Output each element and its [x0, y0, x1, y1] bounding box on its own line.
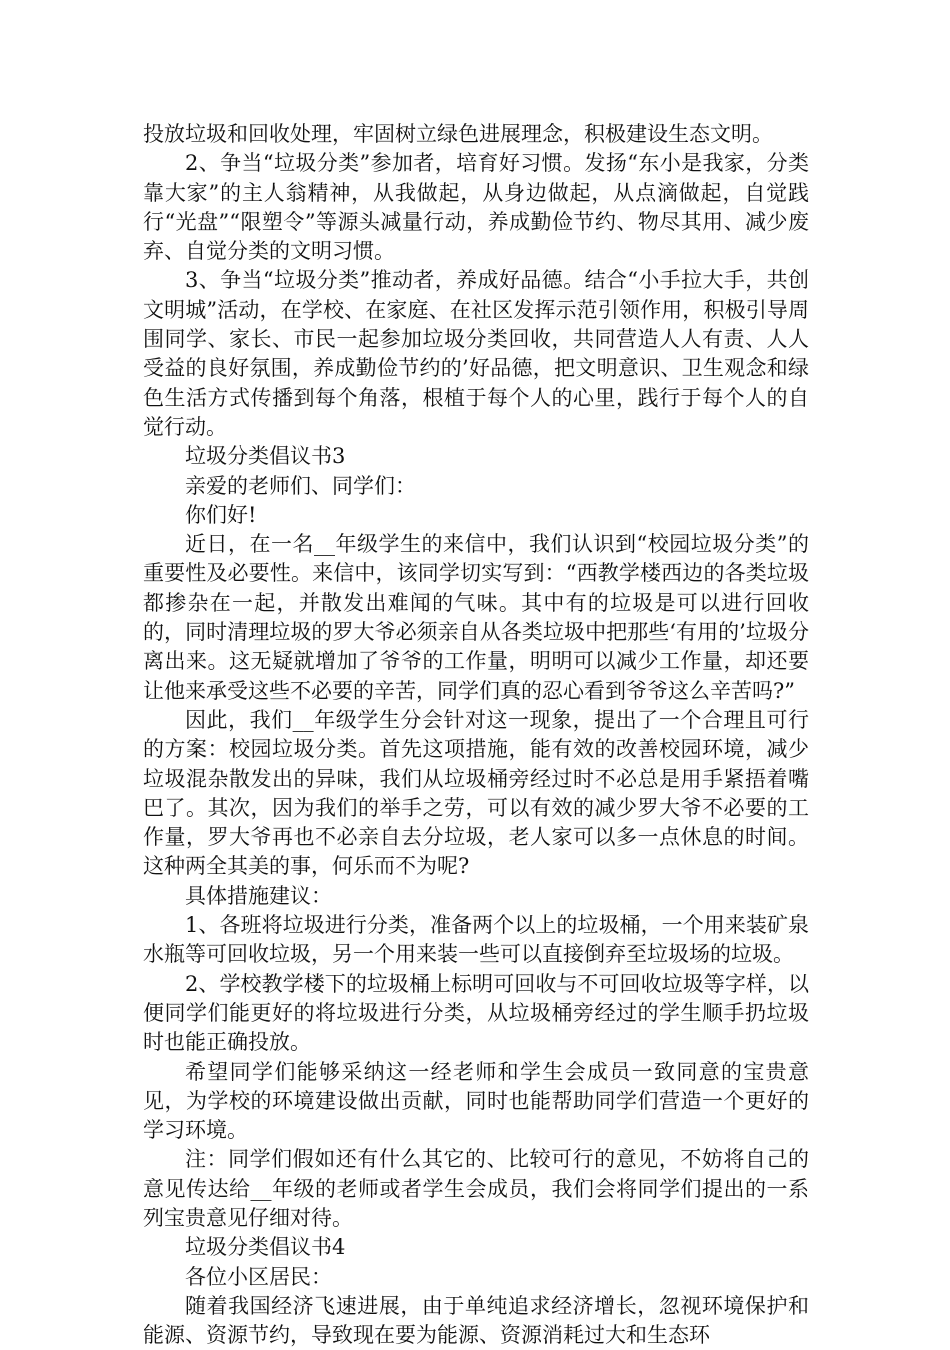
paragraph: 近日，在一名__年级学生的来信中，我们认识到“校园垃圾分类”的重要性及必要性。来信中，该同学切实写到：“西教学楼西边的各类垃圾都掺杂在一起，并散发出难闻的气味。其中有的垃圾是可以进行回收的，同时清理垃圾的罗大爷必须亲自从各类垃圾中把那些‘有用的’垃圾分离出来。这无疑就增加了爷爷的工作量，明明可以减少工作量，却还要让他来承受这些不必要的辛苦，同学们真的忍心看到爷爷这么辛苦吗?” [143, 532, 809, 703]
section-heading: 垃圾分类倡议书4 [185, 1235, 346, 1260]
paragraph: 因此，我们__年级学生分会针对这一现象，提出了一个合理且可行的方案：校园垃圾分类。首先这项措施，能有效的改善校园环境，减少垃圾混杂散发出的异味，我们从垃圾桶旁经过时不必总是用手紧捂着嘴巴了。其次，因为我们的举手之劳，可以有效的减少罗大爷不必要的工作量，罗大爷再也不必亲自去分垃圾，老人家可以多一点休息的时间。这种两全其美的事，何乐而不为呢? [143, 707, 809, 879]
paragraph: 2、争当“垃圾分类”参加者，培育好习惯。发扬“东小是我家，分类靠大家”的主人翁精神，从我做起，从身边做起，从点滴做起，自觉践行“光盘”“限塑令”等源头减量行动，养成勤俭节约、物尽其用、减少废弃、自觉分类的文明习惯。 [143, 151, 809, 264]
paragraph: 投放垃圾和回收处理，牢固树立绿色进展理念，积极建设生态文明。 [143, 122, 773, 146]
document-body [143, 120, 809, 1350]
salutation: 各位小区居民： [185, 1264, 332, 1289]
paragraph: 随着我国经济飞速进展，由于单纯追求经济增长，忽视环境保护和能源、资源节约，导致现在要为能源、资源消耗过大和生态环 [143, 1293, 809, 1348]
section-heading: 垃圾分类倡议书3 [185, 444, 346, 469]
paragraph: 2、学校教学楼下的垃圾桶上标明可回收与不可回收垃圾等字样，以便同学们能更好的将垃圾进行分类，从垃圾桶旁经过的学生顺手扔垃圾时也能正确投放。 [143, 971, 809, 1055]
paragraph: 注：同学们假如还有什么其它的、比较可行的意见，不妨将自己的意见传达给__年级的老师或者学生会成员，我们会将同学们提出的一系列宝贵意见仔细对待。 [143, 1147, 809, 1230]
paragraph: 3、争当“垃圾分类”推动者，养成好品德。结合“小手拉大手，共创文明城”活动，在学校、在家庭、在社区发挥示范引领作用，积极引导周围同学、家长、市民一起参加垃圾分类回收，共同营造人人有责、人人受益的良好氛围，养成勤俭节约的’好品德，把文明意识、卫生观念和绿色生活方式传播到每个角落，根植于每个人的心里，践行于每个人的自觉行动。 [143, 268, 809, 439]
salutation: 亲爱的老师们、同学们： [185, 473, 416, 498]
subheading: 具体措施建议： [185, 883, 332, 908]
paragraph: 希望同学们能够采纳这一经老师和学生会成员一致同意的宝贵意见，为学校的环境建设做出贡献，同时也能帮助同学们营造一个更好的学习环境。 [143, 1059, 809, 1143]
greeting: 你们好! [185, 502, 257, 527]
paragraph: 1、各班将垃圾进行分类，准备两个以上的垃圾桶，一个用来装矿泉水瓶等可回收垃圾，另一个用来装一些可以直接倒弃至垃圾场的垃圾。 [143, 913, 809, 967]
